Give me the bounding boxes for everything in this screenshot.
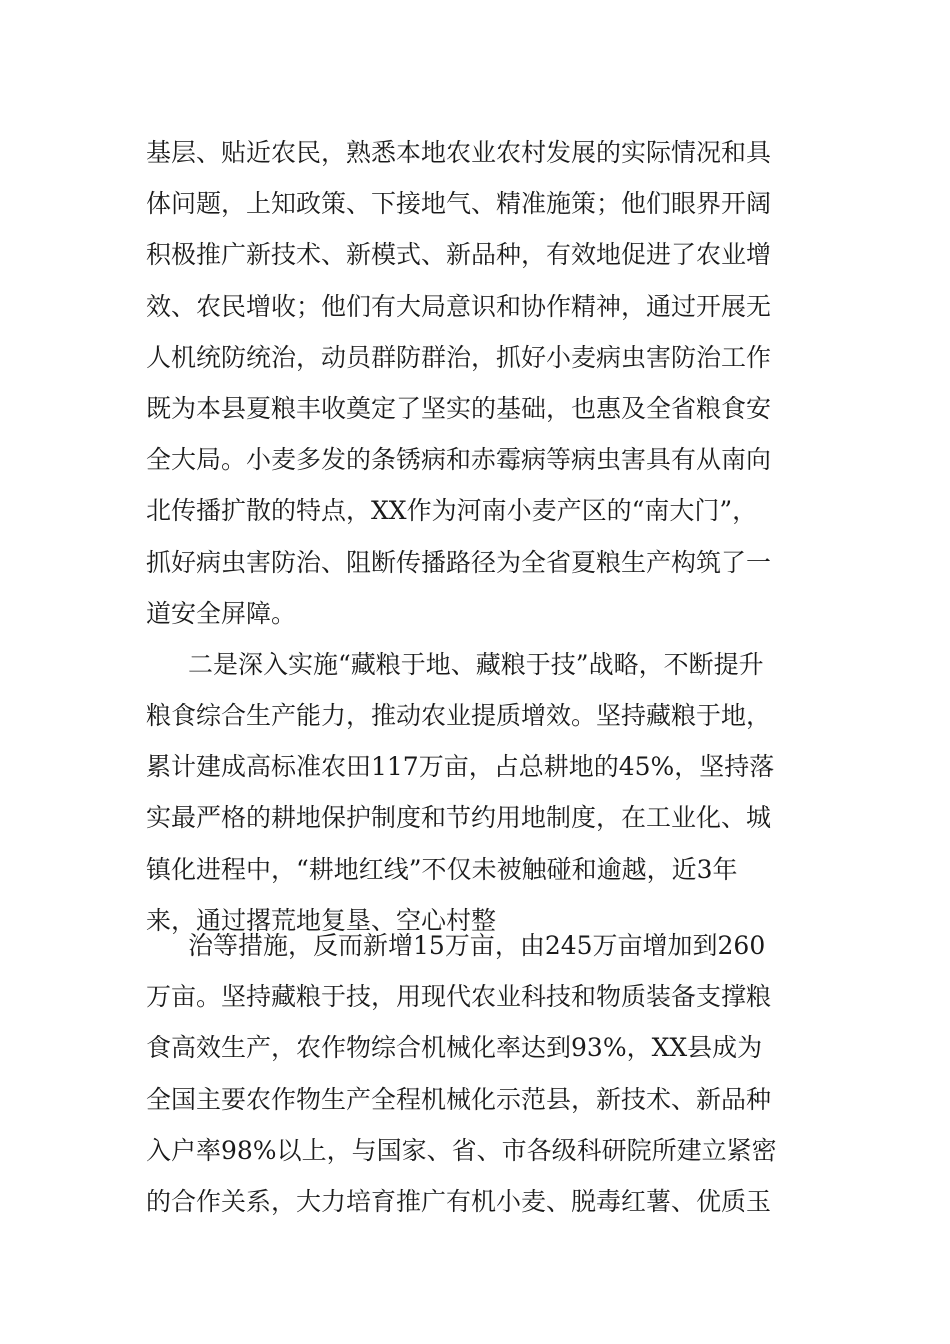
text-line: 食高效生产，农作物综合机械化率达到93%，XX县成为 xyxy=(146,1033,763,1063)
text-line: 来，通过撂荒地复垦、空心村整 xyxy=(146,905,497,935)
text-line: 体问题，上知政策、下接地气、精准施策；他们眼界开阔 xyxy=(146,189,772,219)
text-line: 既为本县夏粮丰收奠定了坚实的基础，也惠及全省粮食安 xyxy=(146,393,772,423)
text-line: 全大局。小麦多发的条锈病和赤霉病等病虫害具有从南向 xyxy=(146,445,772,475)
body-text-block-1 xyxy=(146,127,826,946)
text-line: 基层、贴近农民，熟悉本地农业农村发展的实际情况和具 xyxy=(146,138,772,167)
body-text-block-2 xyxy=(146,920,826,1227)
text-line: 的合作关系，大力培育推广有机小麦、脱毒红薯、优质玉 xyxy=(146,1186,772,1216)
text-line: 万亩。坚持藏粮于技，用现代农业科技和物质装备支撑粮 xyxy=(146,982,772,1012)
text-line: 道安全屏障。 xyxy=(146,598,297,628)
text-line: 入户率98%以上，与国家、省、市各级科研院所建立紧密 xyxy=(146,1135,777,1165)
text-line: 积极推广新技术、新模式、新品种，有效地促进了农业增 xyxy=(146,240,772,270)
text-line: 北传播扩散的特点，XX作为河南小麦产区的“南大门”， xyxy=(146,496,758,526)
text-line: 抓好病虫害防治、阻断传播路径为全省夏粮生产构筑了一 xyxy=(146,547,772,577)
text-line: 效、农民增收；他们有大局意识和协作精神，通过开展无 xyxy=(146,291,772,321)
paragraph-first-line: 治等措施，反而新增15万亩，由245万亩增加到260 xyxy=(188,931,766,960)
text-line: 全国主要农作物生产全程机械化示范县，新技术、新品种 xyxy=(146,1084,772,1114)
text-line: 实最严格的耕地保护制度和节约用地制度，在工业化、城 xyxy=(146,803,772,833)
text-line: 人机统防统治，动员群防群治，抓好小麦病虫害防治工作 xyxy=(146,342,772,372)
text-line: 镇化进程中，“耕地红线”不仅未被触碰和逾越，近3年 xyxy=(146,854,738,884)
paragraph-first-line: 二是深入实施“藏粮于地、藏粮于技”战略，不断提升 xyxy=(188,649,764,679)
text-line: 粮食综合生产能力，推动农业提质增效。坚持藏粮于地， xyxy=(146,701,772,731)
text-line: 累计建成高标准农田117万亩，占总耕地的45%，坚持落 xyxy=(146,752,775,782)
